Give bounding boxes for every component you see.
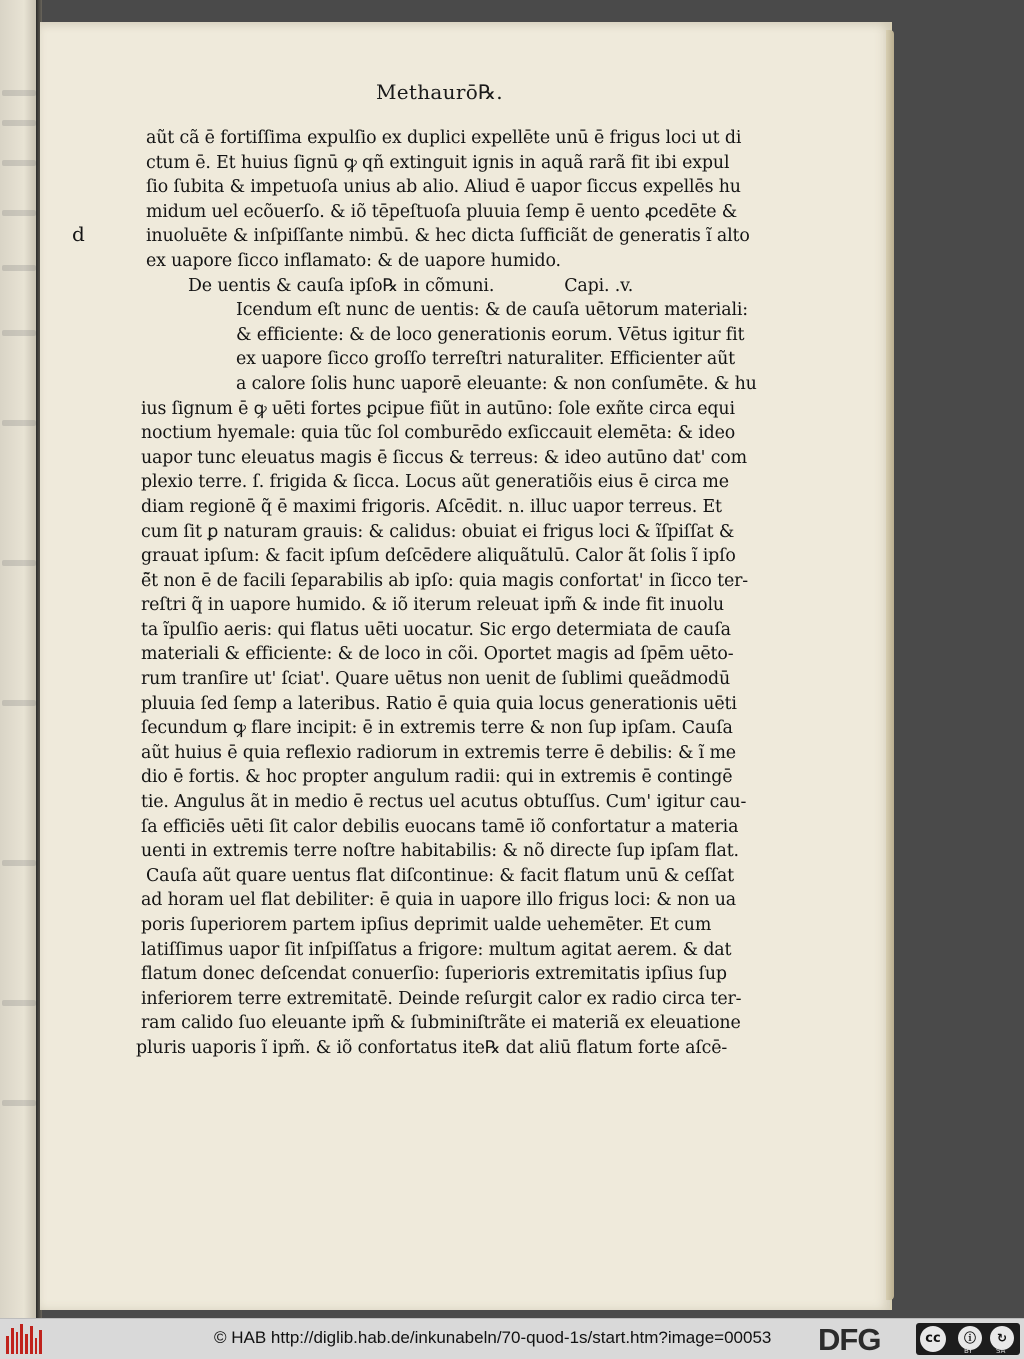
text-line: latiſſimus uapor ſit inſpiſſatus a frigore: multum agitat aerem. & dat bbox=[141, 939, 732, 960]
book-page bbox=[40, 22, 892, 1310]
text-line: ſecundum ꝙ flare incipit: ē in extremis terre & non ſup ipſam. Cauſa bbox=[141, 718, 733, 739]
bleed-mark bbox=[2, 420, 36, 426]
text-line: & efficiente: & de loco generationis eorum. Vētus igitur fit bbox=[236, 324, 745, 345]
chapter-label: Capi. .v. bbox=[564, 275, 634, 296]
bleed-mark bbox=[2, 120, 36, 126]
text-line: ram calido ſuo eleuante ipm̃ & ſubminiſtrãte ei materiã ex eleuatione bbox=[141, 1013, 741, 1034]
text-line: ſa efficiēs uēti ſit calor debilis euocans tamē iõ confortatur a materia bbox=[141, 816, 739, 837]
text-line: diam regionē q̃ ē maximi frigoris. Aſcēdit. n. illuc uapor terreus. Et bbox=[141, 496, 722, 517]
bleed-mark bbox=[2, 160, 36, 166]
bleed-mark bbox=[2, 90, 36, 96]
chapter-heading bbox=[136, 274, 806, 299]
text-line: ctum ē. Et huius ſignū ꝙ qñ extinguit ignis in aquã rarã fit ibi expul bbox=[146, 152, 730, 173]
text-line: ſio ſubita & impetuoſa unius ab alio. Aliud ē uapor ſiccus expellēs hu bbox=[146, 177, 741, 198]
text-line: grauat ipſum: & facit ipſum deſcēdere aliquãtulū. Calor ãt ſolis ĩ ipſo bbox=[141, 546, 736, 567]
bleed-mark bbox=[2, 1000, 36, 1006]
chapter-title: De uentis & cauſa ipſo℞ in cõmuni. bbox=[188, 275, 495, 296]
text-line: flatum donec deſcendat conuerſio: ſuperioris extremitatis ipſius ſup bbox=[141, 964, 727, 985]
text-line: plexio terre. ſ. frigida & ſicca. Locus aũt generatiõis eius ē circa me bbox=[141, 472, 729, 493]
text-line: ta ĩpulſio aeris: qui flatus uēti uocatur. Sic ergo determiata de cauſa bbox=[141, 619, 731, 640]
text-line: reſtri q̃ in uapore humido. & iõ iterum releuat ipm̃ & inde fit inuolu bbox=[141, 595, 724, 616]
text-line: rum tranſire ut' ſciat'. Quare uētus non uenit de ſublimi queãdmodū bbox=[141, 669, 731, 690]
text-line: pluris uaporis ĩ ipm̃. & iõ confortatus ite℞ dat aliū flatum forte aſcē- bbox=[136, 1037, 728, 1058]
facing-page-edge bbox=[0, 0, 40, 1318]
text-line: ius ſignum ē ꝙ uēti fortes ꝑcipue fiũt in autūno: ſole exñte circa equi bbox=[141, 398, 735, 419]
text-line: dio ē fortis. & hoc propter angulum radii: qui in extremis ē contingē bbox=[141, 767, 733, 788]
text-line: tie. Angulus ãt in medio ē rectus uel acutus obtuſſus. Cum' igitur cau- bbox=[141, 792, 747, 813]
text-line: Icendum eſt nunc de uentis: & de cauſa uētorum materiali: bbox=[236, 300, 748, 321]
hab-logo-icon[interactable] bbox=[6, 1324, 42, 1354]
bleed-mark bbox=[2, 1100, 36, 1106]
text-line: materiali & efficiente: & de loco in cõi. Oportet magis ad ſpēm uēto- bbox=[141, 644, 734, 665]
bleed-mark bbox=[2, 265, 36, 271]
cc-icon: cc bbox=[920, 1326, 946, 1352]
text-line: aũt cã ē fortiſſima expulſio ex duplici expellēte unū ē frigus loci ut di bbox=[146, 128, 742, 148]
cc-license-badge[interactable] bbox=[916, 1323, 1020, 1355]
text-line: ad horam uel flat debiliter: ē quia in uapore illo frigus loci: & non ua bbox=[141, 890, 736, 911]
text-line: uenti in extremis terre noſtre habitabilis: & nõ directe ſup ipſam flat. bbox=[141, 841, 739, 862]
running-header: Methaurō℞. bbox=[376, 80, 503, 104]
text-line: aũt huius ē quia reflexio radiorum in extremis terre ē debilis: & ĩ me bbox=[141, 742, 736, 763]
text-line: inuoluēte & inſpiſſante nimbū. & hec dicta ſufficiãt de generatis ĩ alto bbox=[146, 226, 750, 247]
by-label: BY bbox=[964, 1347, 973, 1355]
text-line: ē̃t non ē de facili ſeparabilis ab ipſo: quia magis confortat' in ſicco ter- bbox=[141, 570, 749, 591]
footer-bar bbox=[0, 1318, 1024, 1359]
dfg-logo[interactable]: DFG bbox=[818, 1322, 881, 1357]
text-line: pluuia ſed ſemp a lateribus. Ratio ē quia quia locus generationis uēti bbox=[141, 693, 737, 714]
text-line: inferiorem terre extremitatē. Deinde reſurgit calor ex radio circa ter- bbox=[141, 988, 742, 1009]
bleed-mark bbox=[2, 700, 36, 706]
text-line: a calore ſolis hunc uaporē eleuante: & non conſumēte. & hu bbox=[236, 373, 757, 394]
text-line: Cauſa aũt quare uentus flat diſcontinue: & facit flatum unū & ceſſat bbox=[146, 865, 734, 886]
bleed-mark bbox=[2, 330, 36, 336]
sa-icon: ↻ bbox=[990, 1326, 1014, 1350]
copyright-link[interactable]: © HAB http://diglib.hab.de/inkunabeln/70-quod-1s/start.htm?image=00053 bbox=[214, 1328, 772, 1347]
text-line: poris ſuperiorem partem ipſius deprimit ualde uehemēter. Et cum bbox=[141, 915, 712, 935]
text-line: midum uel ecõuerſo. & iõ tēpeſtuoſa pluuia ſemp ē uento ꝓcedēte & bbox=[146, 201, 738, 222]
sa-label: SA bbox=[996, 1347, 1006, 1355]
text-line: cum ſit ꝑ naturam grauis: & calidus: obuiat ei frigus loci & ĩſpiſſat & bbox=[141, 521, 735, 542]
text-line: noctium hyemale: quia tũc ſol comburēdo exſiccauit elemēta: & ideo bbox=[141, 423, 736, 444]
by-icon: ⓘ bbox=[958, 1326, 982, 1350]
text-block bbox=[136, 126, 806, 1061]
bleed-mark bbox=[2, 560, 36, 566]
text-line: ex uapore ſicco groſſo terreſtri naturaliter. Efficienter aũt bbox=[236, 349, 735, 370]
marginal-initial: d bbox=[72, 222, 85, 246]
page-edge bbox=[886, 30, 894, 1300]
text-line: ex uapore ſicco inflamato: & de uapore humido. bbox=[146, 250, 561, 271]
text-line: uapor tunc eleuatus magis ē ſiccus & terreus: & ideo autūno dat' com bbox=[141, 447, 747, 468]
bleed-mark bbox=[2, 210, 36, 216]
bleed-mark bbox=[2, 860, 36, 866]
